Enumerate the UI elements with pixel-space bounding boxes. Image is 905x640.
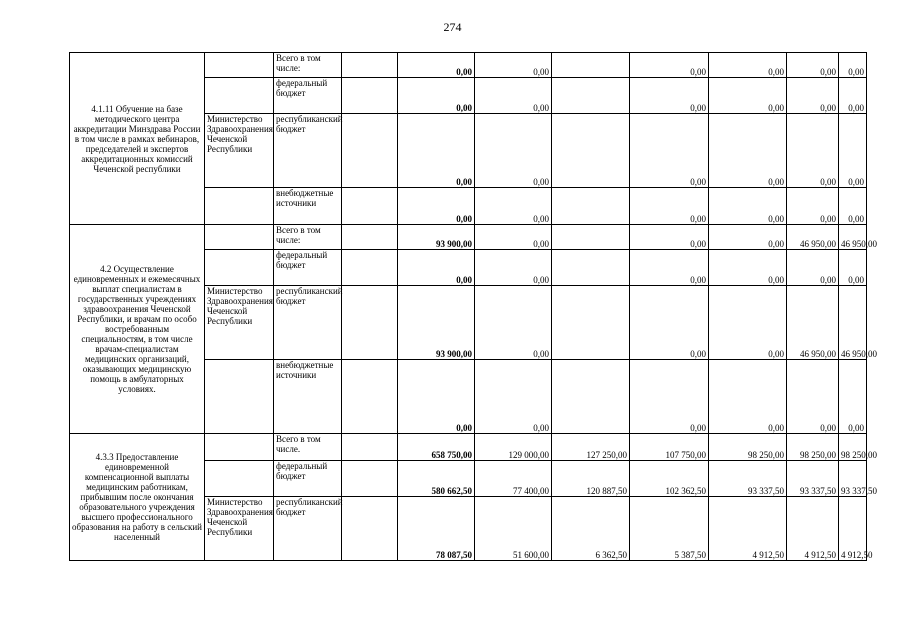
year-value-cell: 0,00: [787, 114, 839, 188]
year-value-cell: 0,00: [839, 53, 867, 78]
year-value-cell: 0,00: [630, 250, 709, 286]
year-value-cell: 0,00: [839, 188, 867, 225]
total-value-cell: 0,00: [398, 53, 475, 78]
table-row: [70, 434, 867, 461]
funding-source-cell: республиканский бюджет: [274, 497, 342, 561]
funding-source-cell: внебюджетные источники: [274, 360, 342, 434]
year-value-cell: 0,00: [630, 360, 709, 434]
table-row: [70, 225, 867, 250]
total-value-cell: 0,00: [398, 360, 475, 434]
year-value-cell: 0,00: [839, 78, 867, 114]
year-value-cell: 51 600,00: [475, 497, 552, 561]
year-value-cell: 120 887,50: [552, 461, 630, 497]
year-value-cell: 98 250,00: [709, 434, 787, 461]
year-value-cell: 0,00: [787, 188, 839, 225]
funding-source-cell: Всего в том числе.: [274, 434, 342, 461]
executor-empty-cell: [205, 434, 274, 461]
year-value-cell: 0,00: [475, 78, 552, 114]
year-value-cell: 0,00: [787, 78, 839, 114]
year-value-cell: 0,00: [709, 286, 787, 360]
year-value-cell: 0,00: [709, 250, 787, 286]
year-value-cell: 4 912,50: [787, 497, 839, 561]
year-value-cell: 6 362,50: [552, 497, 630, 561]
empty-cell: [342, 53, 398, 78]
total-value-cell: 0,00: [398, 188, 475, 225]
funding-source-cell: республиканский бюджет: [274, 286, 342, 360]
executor-cell: Министерство Здравоохранения Чеченской Республики: [205, 114, 274, 188]
empty-cell: [342, 114, 398, 188]
year-value-cell: [552, 188, 630, 225]
year-value-cell: 129 000,00: [475, 434, 552, 461]
year-value-cell: 0,00: [630, 188, 709, 225]
year-value-cell: 0,00: [709, 78, 787, 114]
year-value-cell: [552, 78, 630, 114]
year-value-cell: 107 750,00: [630, 434, 709, 461]
year-value-cell: 0,00: [839, 360, 867, 434]
funding-source-cell: республиканский бюджет: [274, 114, 342, 188]
empty-cell: [342, 78, 398, 114]
year-value-cell: 0,00: [630, 286, 709, 360]
total-value-cell: 93 900,00: [398, 225, 475, 250]
empty-cell: [342, 188, 398, 225]
empty-cell: [342, 225, 398, 250]
year-value-cell: 93 337,50: [839, 461, 867, 497]
year-value-cell: 0,00: [630, 53, 709, 78]
empty-cell: [342, 461, 398, 497]
budget-table: [69, 52, 877, 561]
executor-empty-cell: [205, 225, 274, 250]
year-value-cell: 0,00: [630, 225, 709, 250]
year-value-cell: 0,00: [787, 53, 839, 78]
total-value-cell: 93 900,00: [398, 286, 475, 360]
empty-cell: [342, 497, 398, 561]
empty-cell: [342, 360, 398, 434]
year-value-cell: 0,00: [709, 225, 787, 250]
total-value-cell: 78 087,50: [398, 497, 475, 561]
total-value-cell: 580 662,50: [398, 461, 475, 497]
executor-empty-cell: [205, 250, 274, 286]
year-value-cell: 46 950,00: [839, 225, 867, 250]
table-row: [70, 53, 867, 78]
year-value-cell: 0,00: [839, 114, 867, 188]
year-value-cell: 0,00: [709, 114, 787, 188]
year-value-cell: 0,00: [787, 360, 839, 434]
year-value-cell: 0,00: [475, 188, 552, 225]
year-value-cell: 98 250,00: [839, 434, 867, 461]
year-value-cell: 0,00: [787, 250, 839, 286]
year-value-cell: 0,00: [709, 360, 787, 434]
year-value-cell: 93 337,50: [709, 461, 787, 497]
year-value-cell: [552, 114, 630, 188]
year-value-cell: [552, 360, 630, 434]
year-value-cell: 0,00: [475, 225, 552, 250]
executor-cell: Министерство Здравоохранения Чеченской Республики: [205, 286, 274, 360]
year-value-cell: 0,00: [475, 286, 552, 360]
year-value-cell: 0,00: [709, 188, 787, 225]
year-value-cell: [552, 250, 630, 286]
empty-cell: [342, 286, 398, 360]
year-value-cell: 0,00: [475, 114, 552, 188]
year-value-cell: 5 387,50: [630, 497, 709, 561]
year-value-cell: 0,00: [475, 360, 552, 434]
funding-source-cell: внебюджетные источники: [274, 188, 342, 225]
measure-name-cell: 4.3.3 Предоставление единовременной компенсационной выплаты медицинским работникам, прибывшим после окончания образовательного учреждения высшего профессионального образования на работу в сельский населенный: [70, 434, 205, 561]
year-value-cell: [552, 53, 630, 78]
measure-name-cell: 4.1.11 Обучение на базе методического центра аккредитации Минздрава России в том числе в рамках вебинаров, председателей и экспертов аккредитационных комиссий Чеченской республики: [70, 53, 205, 225]
executor-cell: Министерство Здравоохранения Чеченской Республики: [205, 497, 274, 561]
year-value-cell: 127 250,00: [552, 434, 630, 461]
funding-source-cell: Всего в том числе:: [274, 225, 342, 250]
year-value-cell: 77 400,00: [475, 461, 552, 497]
year-value-cell: 4 912,50: [709, 497, 787, 561]
executor-empty-cell: [205, 360, 274, 434]
measure-name-cell: 4.2 Осуществление единовременных и ежемесячных выплат специалистам в государственных учреждениях здравоохранения Чеченской Республики, и врачам по особо востребованным специальностям, в том числе врачам-специалистам медицинских организаций, оказывающих медицинскую помощь в амбулаторных условиях.: [70, 225, 205, 434]
empty-cell: [342, 434, 398, 461]
page-number: 274: [443, 20, 462, 34]
total-value-cell: 0,00: [398, 114, 475, 188]
year-value-cell: 4 912,50: [839, 497, 867, 561]
year-value-cell: 102 362,50: [630, 461, 709, 497]
total-value-cell: 0,00: [398, 78, 475, 114]
year-value-cell: [552, 286, 630, 360]
empty-cell: [342, 250, 398, 286]
year-value-cell: 0,00: [839, 250, 867, 286]
funding-source-cell: федеральный бюджет: [274, 78, 342, 114]
year-value-cell: 0,00: [630, 78, 709, 114]
executor-empty-cell: [205, 188, 274, 225]
year-value-cell: 46 950,00: [839, 286, 867, 360]
funding-source-cell: федеральный бюджет: [274, 461, 342, 497]
funding-source-cell: Всего в том числе:: [274, 53, 342, 78]
year-value-cell: [552, 225, 630, 250]
year-value-cell: 0,00: [630, 114, 709, 188]
year-value-cell: 0,00: [709, 53, 787, 78]
year-value-cell: 0,00: [475, 53, 552, 78]
year-value-cell: 98 250,00: [787, 434, 839, 461]
total-value-cell: 658 750,00: [398, 434, 475, 461]
year-value-cell: 0,00: [475, 250, 552, 286]
total-value-cell: 0,00: [398, 250, 475, 286]
executor-empty-cell: [205, 78, 274, 114]
executor-empty-cell: [205, 53, 274, 78]
year-value-cell: 93 337,50: [787, 461, 839, 497]
funding-source-cell: федеральный бюджет: [274, 250, 342, 286]
year-value-cell: 46 950,00: [787, 286, 839, 360]
year-value-cell: 46 950,00: [787, 225, 839, 250]
executor-empty-cell: [205, 461, 274, 497]
